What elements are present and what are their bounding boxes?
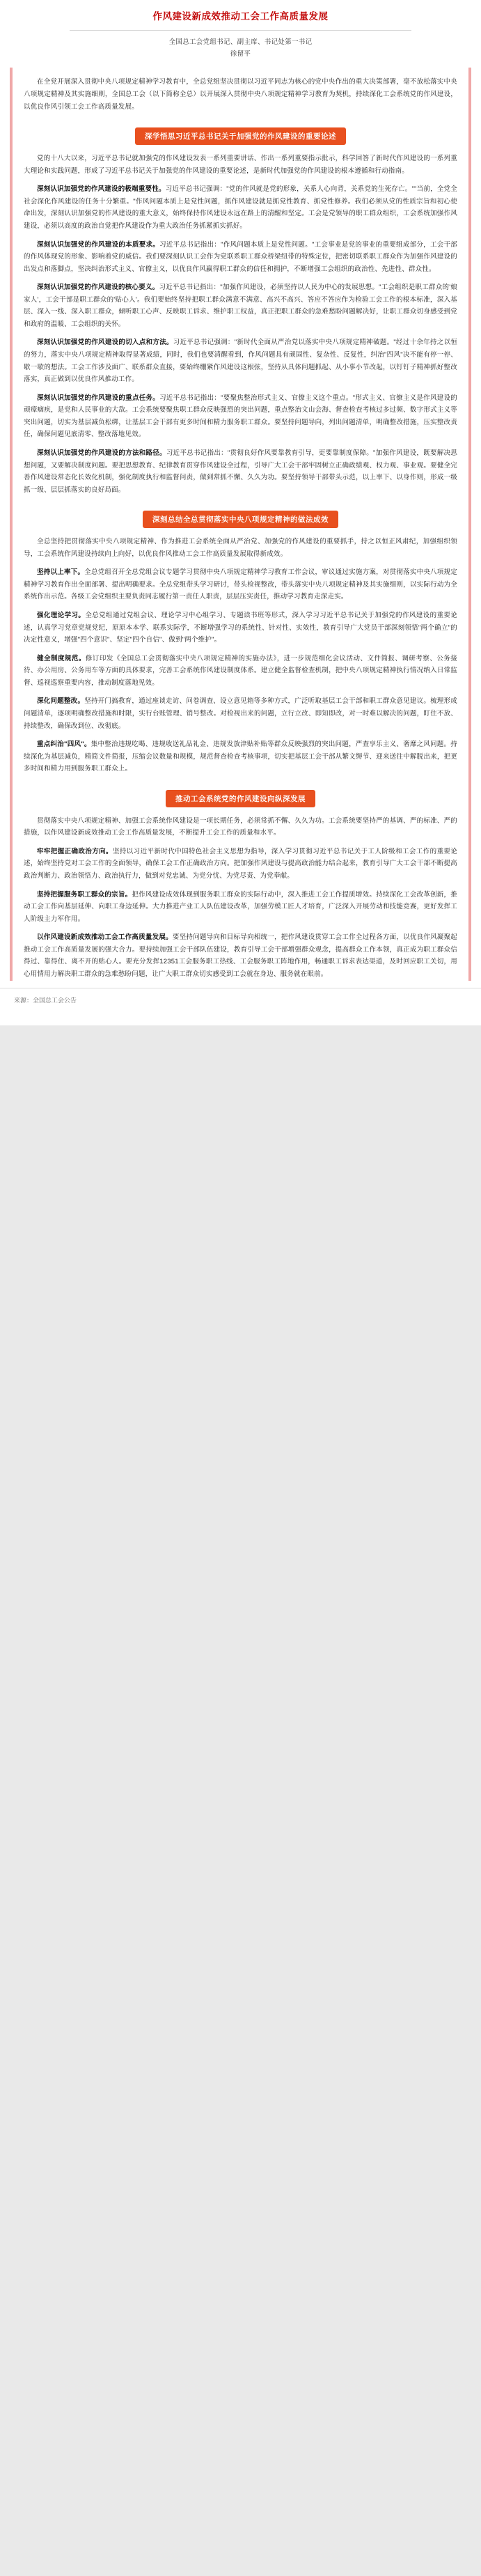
paragraph-lead-text: 以作风建设新成效推动工会工作高质量发展。 xyxy=(37,933,173,942)
paragraph-lead-text: 健全制度规范。 xyxy=(37,654,86,662)
document-body xyxy=(0,68,481,980)
paragraph-lead-text: 深化问题整改。 xyxy=(37,697,85,706)
section-heading-container-1 xyxy=(24,119,457,153)
paragraph-text: 习近平总书记指出："加强作风建设，必须坚持以人民为中心的发展思想。"工会组织是职工群众的'娘家人'，工会干部是职工群众的'贴心人'。我们要始终坚持把职工群众满意不满意、高兴不高兴、答应不答应作为检验工会工作的根本标准，深入基层、深入一线、深入职工群众，倾听职工心声、反映职工诉求、维护职工权益，真正把职工群众的急难愁盼问题解决好，让职工群众切身感受到党和政府的温暖、工会组织的关怀。 xyxy=(24,284,457,328)
paragraph-lead xyxy=(24,183,457,232)
document-page xyxy=(0,0,481,1025)
section-heading: 推动工会系统党的作风建设向纵深发展 xyxy=(166,790,315,807)
paragraph-lead xyxy=(24,738,457,775)
paragraph-lead xyxy=(24,239,457,276)
paragraph: 党的十八大以来，习近平总书记就加强党的作风建设发表一系列重要讲话、作出一系列重要指示批示，科学回答了新时代作风建设的一系列重大理论和实践问题，形成了习近平总书记关于加强党的作风建设的重要论述，是新时代加强党的作风建设的根本遵循和行动指南。 xyxy=(24,155,457,175)
byline: 全国总工会党组书记、副主席、书记处第一书记 xyxy=(168,38,313,47)
paragraph-text: 习近平总书记强调："党的作风就是党的形象，关系人心向背，关系党的生死存亡。""当前，全党全社会深化作风建设的任务十分繁重。"作风问题本质上是党性问题，抓作风建设就是抓党性教育、抓党性修养。我们必须从党的性质宗旨和初心使命出发，深刻认识加强党的作风建设的重大意义，始终保持作风建设永远在路上的清醒和坚定。工会是党领导的职工群众组织，工会系统加强作风建设，必须以高度的政治自觉把作风建设作为重大政治任务抓紧抓实抓好。 xyxy=(24,185,457,230)
right-decorative-bar xyxy=(468,68,471,980)
paragraph-lead-text: 深刻认识加强党的作风建设的方法和路径。 xyxy=(37,449,166,457)
paragraph-text: 集中整治违规吃喝、违规收送礼品礼金、违规发放津贴补贴等群众反映强烈的突出问题，严查享乐主义、奢靡之风问题。持续深化为基层减负，精简文件简报，压缩会议数量和规模，规范督查检查考核事项，切实把基层工会干部从繁文缛节、迎来送往中解脱出来，把更多时间和精力用到服务职工群众上。 xyxy=(24,740,457,773)
paragraph-text: 习近平总书记指出："作风问题本质上是党性问题。"工会事业是党的事业的重要组成部分，工会干部的作风体现党的形象、影响着党的威信。我们要深刻认识工会作为党联系职工群众桥梁纽带的特殊定位，把密切联系职工群众作为加强作风建设的出发点和落脚点，坚决纠治形式主义、官僚主义，以优良作风赢得职工群众的信任和拥护，不断增强工会组织的政治性、先进性、群众性。 xyxy=(24,240,457,273)
author-name: 徐留平 xyxy=(230,50,251,59)
page-title: 作风建设新成效推动工会工作高质量发展 xyxy=(152,11,329,22)
paragraph-lead xyxy=(24,846,457,883)
paragraph-text: 把作风建设成效体现到服务职工群众的实际行动中，深入推进工会工作提质增效。持续深化工会改革创新，推动工会工作向基层延伸、向职工身边延伸。大力推进产业工人队伍建设改革，加强劳模工匠人才培育，广泛深入开展劳动和技能竞赛，更好发挥工人阶级主力军作用。 xyxy=(24,890,457,923)
paragraph-lead-text: 牢牢把握正确政治方向。 xyxy=(37,847,113,855)
paragraph-lead-text: 深刻认识加强党的作风建设的核心要义。 xyxy=(37,284,159,292)
paragraph-lead-text: 强化理论学习。 xyxy=(37,612,86,619)
paragraph-lead xyxy=(24,447,457,496)
title-divider xyxy=(70,30,411,31)
section-heading-container-3 xyxy=(24,782,457,815)
paragraph: 全总坚持把贯彻落实中央八项规定精神、作为推进工会系统全面从严治党、加强党的作风建设的重要抓手，持之以恒正风肃纪，加强组织领导，工会系统作风建设持续向上向好，以优良作风推动工会工作高质量发展取得新成效。 xyxy=(24,538,457,558)
paragraph-text: 全总党组通过党组会议、理论学习中心组学习、专题读书班等形式，深入学习习近平总书记关于加强党的作风建设的重要论述，认真学习党章党规党纪，原原本本学、联系实际学，不断增强学习的系统性、针对性、实效性，教育引导广大党员干部深刻领悟"两个确立"的决定性意义，增强"四个意识"、坚定"四个自信"、做到"两个维护"。 xyxy=(24,612,457,644)
paragraph-lead xyxy=(24,931,457,980)
paragraph-text: 全总党组召开全总党组会议专题学习贯彻中央八项规定精神学习教育工作会议，审议通过实施方案，对贯彻落实中央八项规定精神学习教育作出全面部署、提出明确要求。全总党组带头学习研讨，带头检视整改，带头落实中央八项规定精神及其实施细则，以实际行动为全系统作出示范。各级工会党组织主要负责同志履行第一责任人职责，层层压实责任，推动学习教育走深走实。 xyxy=(24,568,457,601)
paragraph-text: 习近平总书记指出："要聚焦整治形式主义、官僚主义这个重点。"形式主义、官僚主义是作风建设的顽瘴痼疾，是党和人民事业的大敌。工会系统要聚焦职工群众反映强烈的突出问题，重点整治文山会海、督查检查考核过多过频、数字形式主义等突出问题，切实为基层减负松绑，让基层工会干部有更多时间和精力服务职工群众。要坚持问题导向，列出问题清单，明确整改措施，压实整改责任，确保问题见底清零、整改落地见效。 xyxy=(24,394,457,439)
paragraph-lead xyxy=(24,281,457,330)
paragraph-lead-text: 重点纠治"四风"。 xyxy=(37,740,91,749)
paragraph-lead xyxy=(24,392,457,441)
paragraph-text: 习近平总书记指出："贯彻良好作风要靠教育引导，更要靠制度保障。"加强作风建设，既要解决思想问题，又要解决制度问题。要把思想教育、纪律教育贯穿作风建设全过程，引导广大工会干部牢固树立正确政绩观、权力观、事业观。要健全完善作风建设常态化长效化机制，强化制度执行和监督问责，做到常抓不懈、久久为功。要坚持领导干部带头示范，以上率下、以身作则，形成一级抓一级、层层抓落实的良好局面。 xyxy=(24,449,458,494)
paragraph-lead xyxy=(24,695,457,732)
paragraph-lead-text: 深刻认识加强党的作风建设的本质要求。 xyxy=(37,240,160,249)
paragraph-text: 坚持开门搞教育，通过座谈走访、问卷调查、设立意见箱等多种方式，广泛听取基层工会干部和职工群众意见建议。梳理形成问题清单，逐项明确整改措施和时限，实行台账管理、销号整改。对检视出来的问题，立行立改、即知即改，对一时难以解决的问题，盯住不放、持续整改，确保改到位、改彻底。 xyxy=(24,697,457,730)
section-heading-container-2 xyxy=(24,502,457,536)
paragraph-text: 要坚持问题导向和目标导向相统一，把作风建设贯穿工会工作全过程各方面，以优良作风凝聚起推动工会工作高质量发展的强大合力。要持续加强工会干部队伍建设，教育引导工会干部增强群众观念，提高群众工作本领，真正成为职工群众信得过、靠得住、离不开的贴心人。要充分发挥12351工会服务职工热线、工会服务职工阵地作用，畅通职工诉求表达渠道，及时回应职工关切，用心用情用力解决职工群众的急难愁盼问题，让广大职工群众切实感受到工会就在身边、服务就在眼前。 xyxy=(24,933,457,978)
paragraph-text: 坚持以习近平新时代中国特色社会主义思想为指导，深入学习贯彻习近平总书记关于工人阶级和工会工作的重要论述，始终坚持党对工会工作的全面领导，确保工会工作正确政治方向。把加强作风建设与提高政治能力结合起来，教育引导广大工会干部不断提高政治判断力、政治领悟力、政治执行力，做到对党忠诚、为党分忧、为党尽责、为党奉献。 xyxy=(24,847,457,880)
paragraph-lead-text: 坚持以上率下。 xyxy=(37,568,85,577)
paragraph-lead-text: 坚持把握服务职工群众的宗旨。 xyxy=(37,890,132,899)
left-decorative-bar xyxy=(10,68,13,980)
document-header xyxy=(0,0,481,68)
paragraph: 贯彻落实中央八项规定精神、加强工会系统作风建设是一项长期任务，必须常抓不懈、久久为功。工会系统要坚持严的基调、严的标准、严的措施，以作风建设新成效推动工会工作高质量发展，不断提升工会工作的质量和水平。 xyxy=(24,816,457,837)
paragraph-lead xyxy=(24,653,457,690)
paragraph-lead-text: 深刻认识加强党的作风建设的重点任务。 xyxy=(37,394,160,402)
section-heading: 深刻总结全总贯彻落实中央八项规定精神的做法成效 xyxy=(143,511,338,528)
paragraph-lead xyxy=(24,889,457,926)
source-footer: 来源：全国总工会公告 xyxy=(0,988,481,1009)
paragraph-text: 习近平总书记强调："新时代全面从严治党以落实中央八项规定精神破题。"经过十余年持之以恒的努力，落实中央八项规定精神取得显著成绩，同时，我们也要清醒看到，作风问题具有顽固性、复杂性、反复性，纠治"四风"决不能有停一停、歇一歇的想法。工会工作涉及面广、联系群众直接，要始终绷紧作风建设这根弦，坚持从具体问题抓起、从小事小节改起，以钉钉子精神抓好整改落实，真正做到以优良作风推动工作。 xyxy=(24,339,457,384)
paragraph-lead-text: 深刻认识加强党的作风建设的极端重要性。 xyxy=(37,185,166,194)
paragraph-lead xyxy=(24,610,457,646)
intro-paragraph: 在全党开展深入贯彻中央八项规定精神学习教育中，全总党组坚决贯彻以习近平同志为核心的党中央作出的重大决策部署，毫不放松落实中央八项规定精神及其实施细则，全国总工会（以下简称全总）以开展深入贯彻中央八项规定精神学习教育为契机，持续深化工会系统党的作风建设，以优良作风引领工会工作高质量发展。 xyxy=(24,78,457,111)
paragraph-lead-text: 深刻认识加强党的作风建设的切入点和方法。 xyxy=(37,339,173,347)
paragraph-lead xyxy=(24,566,457,603)
paragraph-text: 修订印发《全国总工会贯彻落实中央八项规定精神的实施办法》，进一步规范细化会议活动、文件简报、调研考察、公务接待、办公用房、公务用车等方面的具体要求，完善工会系统作风建设制度体系。建立健全监督检查机制，把中央八项规定精神执行情况纳入日常监督、巡视巡察重要内容，推动制度落地见效。 xyxy=(24,654,457,687)
section-heading: 深学悟思习近平总书记关于加强党的作风建设的重要论述 xyxy=(135,127,346,145)
paragraph-lead xyxy=(24,336,457,385)
